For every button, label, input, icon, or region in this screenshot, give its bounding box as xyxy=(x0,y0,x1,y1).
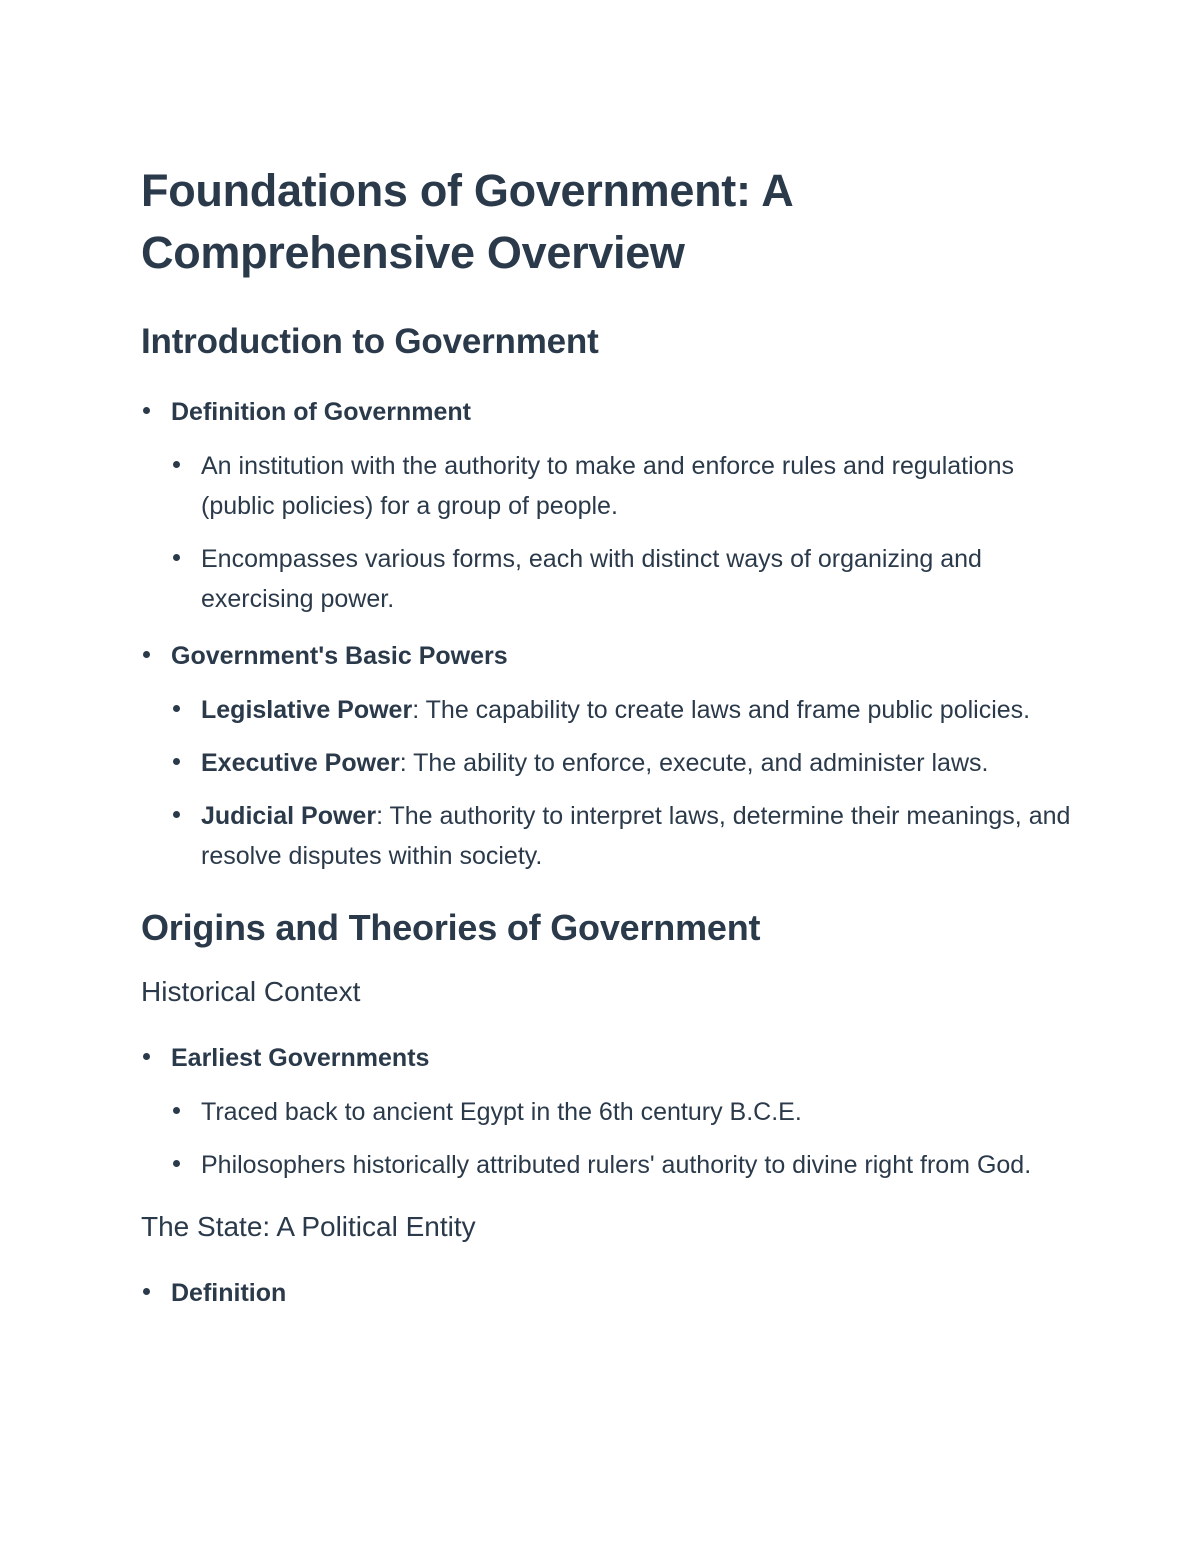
list-item-text: Philosophers historically attributed rulers' authority to divine right from God. xyxy=(201,1151,1032,1179)
list-item-label: Earliest Governments xyxy=(171,1044,430,1072)
list-item xyxy=(141,392,1071,619)
bullet-icon xyxy=(173,461,180,468)
document-page xyxy=(141,160,1071,1313)
historical-list xyxy=(141,1038,1071,1185)
list-item-label: Government's Basic Powers xyxy=(171,642,508,670)
list-item xyxy=(171,1145,1071,1185)
list-item xyxy=(171,446,1071,526)
bullet-icon xyxy=(173,758,180,765)
list-item xyxy=(171,796,1071,876)
document-title: Foundations of Government: A Comprehensive Overview xyxy=(141,165,792,278)
section-heading-origins: Origins and Theories of Government xyxy=(141,907,761,948)
list-item-text: Traced back to ancient Egypt in the 6th century B.C.E. xyxy=(201,1098,802,1126)
bullet-icon xyxy=(173,811,180,818)
list-item xyxy=(141,1038,1071,1185)
term-description: : The ability to enforce, execute, and administer laws. xyxy=(399,749,989,777)
bullet-icon xyxy=(173,705,180,712)
section-heading-intro: Introduction to Government xyxy=(141,322,599,361)
bullet-icon xyxy=(143,1288,150,1295)
list-item xyxy=(171,690,1071,730)
term-description: : The capability to create laws and frame public policies. xyxy=(412,696,1031,724)
list-item xyxy=(141,1273,1071,1313)
sublist xyxy=(171,446,1071,619)
term-description: : The authority to interpret laws, determine their meanings, and resolve disputes within society. xyxy=(201,802,1071,870)
list-item-text xyxy=(201,796,1071,876)
sublist xyxy=(171,690,1071,876)
bullet-icon xyxy=(143,651,150,658)
term-executive-power: Executive Power xyxy=(201,749,400,777)
intro-list xyxy=(141,392,1071,876)
list-item-text xyxy=(201,743,1071,783)
list-item-text xyxy=(201,690,1071,730)
bullet-icon xyxy=(143,407,150,414)
list-item-label: Definition xyxy=(171,1279,287,1307)
list-item-text: An institution with the authority to make and enforce rules and regulations (public policies) for a group of people. xyxy=(201,452,1014,520)
bullet-icon xyxy=(173,1107,180,1114)
list-item-text: Encompasses various forms, each with distinct ways of organizing and exercising power. xyxy=(201,545,982,613)
term-legislative-power: Legislative Power xyxy=(201,696,413,724)
bullet-icon xyxy=(173,554,180,561)
sublist xyxy=(171,1092,1071,1185)
bullet-icon xyxy=(143,1053,150,1060)
term-judicial-power: Judicial Power xyxy=(201,802,377,830)
list-item-label: Definition of Government xyxy=(171,398,471,426)
subsection-heading-state: The State: A Political Entity xyxy=(141,1211,476,1242)
bullet-icon xyxy=(173,1160,180,1167)
list-item xyxy=(171,743,1071,783)
list-item xyxy=(171,1092,1071,1132)
list-item xyxy=(141,636,1071,876)
state-list xyxy=(141,1273,1071,1313)
subsection-heading-historical: Historical Context xyxy=(141,976,361,1007)
list-item xyxy=(171,539,1071,619)
